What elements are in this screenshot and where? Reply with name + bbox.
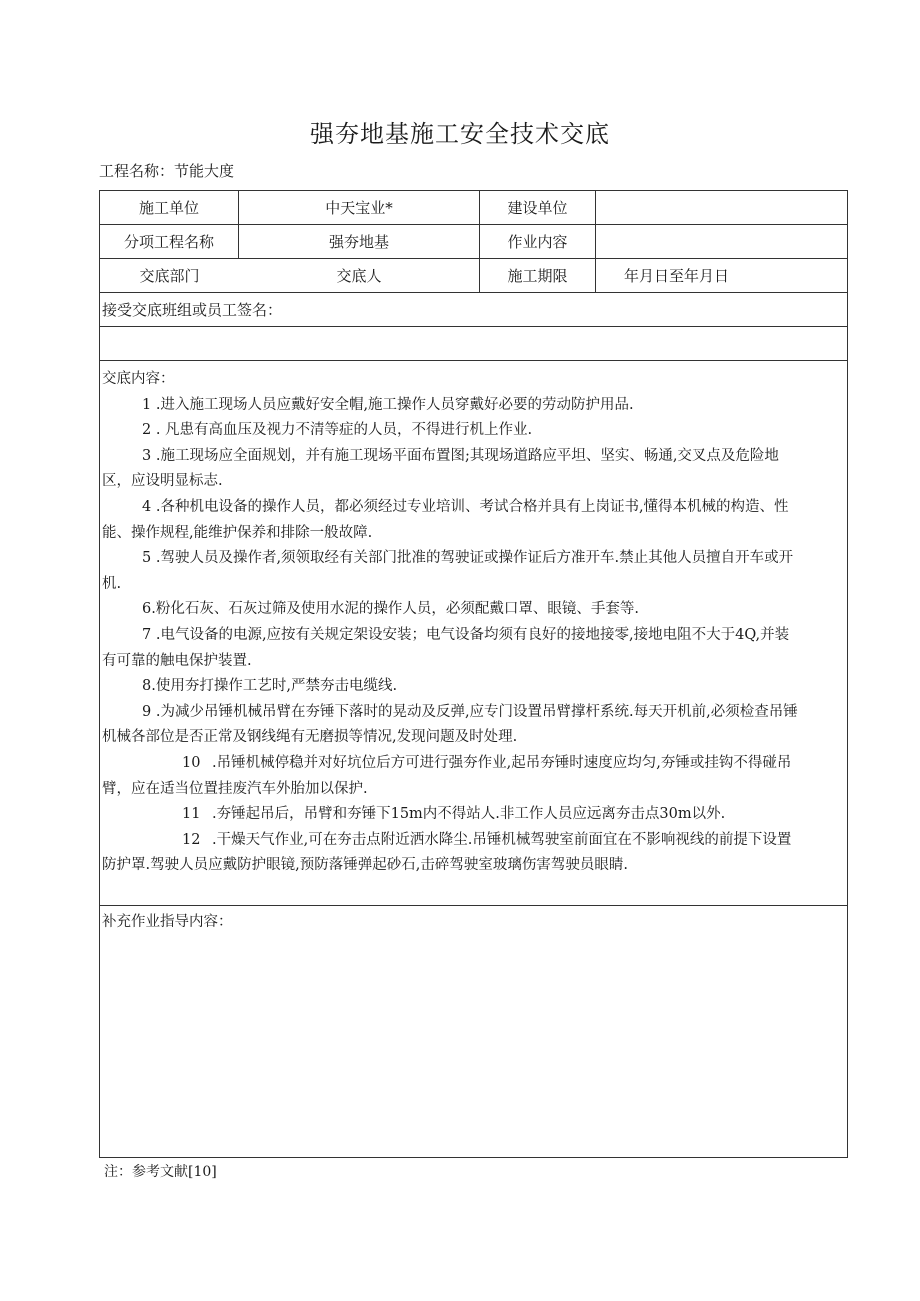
work-content-label: 作业内容 xyxy=(480,225,596,258)
table-row xyxy=(100,225,847,259)
construction-unit-label: 施工单位 xyxy=(100,191,239,224)
content-item-1: 1 .进入施工现场人员应戴好安全帽,施工操作人员穿戴好必要的劳动防护用品. xyxy=(142,396,634,413)
table-row xyxy=(100,259,847,293)
document-title: 强夯地基施工安全技术交底 xyxy=(310,120,610,148)
content-item-4-cont: 能、操作规程,能维护保养和排除一般故障. xyxy=(102,524,373,541)
content-item-5: 5 .驾驶人员及操作者,须领取经有关部门批准的驾驶证或操作证后方准开车.禁止其他人员擅自开车或开 xyxy=(142,550,794,567)
project-label: 工程名称： xyxy=(99,162,175,180)
item-number: 10 xyxy=(182,754,201,771)
content-item-5-cont: 机. xyxy=(102,575,122,592)
content-item-12-cont: 防护罩.驾驶人员应戴防护眼镜,预防落锤弹起砂石,击碎驾驶室玻璃伤害驾驶员眼睛. xyxy=(102,857,628,874)
content-item-10 xyxy=(100,751,847,777)
content-item-3-cont: 区，应设明显标志. xyxy=(102,473,223,490)
supplement-label: 补充作业指导内容： xyxy=(102,914,233,930)
supplement-section xyxy=(100,906,847,1157)
content-body xyxy=(100,367,847,879)
item-number: 12 xyxy=(182,831,201,848)
content-item-2: 2 . 凡患有高血压及视力不清等症的人员，不得进行机上作业. xyxy=(142,422,533,439)
project-value: 节能大度 xyxy=(174,162,235,180)
period-value: 年月日至年月日 xyxy=(624,267,730,285)
content-item-4: 4 .各种机电设备的操作人员，都必须经过专业培训、考试合格并具有上岗证书,懂得本机械的构造、性 xyxy=(142,498,789,515)
content-label: 交底内容： xyxy=(102,371,175,387)
period-label: 施工期限 xyxy=(480,259,596,292)
sub-project-label: 分项工程名称 xyxy=(100,225,239,258)
content-item-9-cont: 机械各部位是否正常及钢线绳有无磨损等情况,发现问题及时处理. xyxy=(102,729,518,746)
department-label: 交底部门 xyxy=(139,267,200,285)
item-number: 11 xyxy=(182,806,201,823)
sub-project-value: 强夯地基 xyxy=(239,225,480,258)
owner-unit-value xyxy=(596,191,847,224)
content-item-9: 9 .为减少吊锤机械吊臂在夯锤下落时的晃动及反弹,应专门设置吊臂撑杆系统.每天开机前,必须检查吊锤 xyxy=(142,703,798,720)
content-item-11 xyxy=(100,802,847,828)
content-item-3: 3 .施工现场应全面规划，并有施工现场平面布置图;其现场道路应平坦、坚实、畅通,交叉点及危险地 xyxy=(142,447,779,464)
item-text: .夯锤起吊后，吊臂和夯锤下15m内不得站人.非工作人员应远离夯击点30m以外. xyxy=(212,806,726,823)
content-item-12 xyxy=(100,828,847,854)
content-item-7-cont: 有可靠的触电保护装置. xyxy=(102,652,252,669)
signature-blank-row xyxy=(100,327,847,361)
signature-row xyxy=(100,293,847,327)
reference-note: 注：参考文献[10] xyxy=(104,1164,217,1180)
content-section xyxy=(100,361,847,906)
work-content-value xyxy=(596,225,847,258)
table-row xyxy=(100,191,847,225)
content-item-6: 6.粉化石灰、石灰过筛及使用水泥的操作人员，必须配戴口罩、眼镜、手套等. xyxy=(142,601,639,618)
item-text: .干燥天气作业,可在夯击点附近洒水降尘.吊锤机械驾驶室前面宜在不影响视线的前提下设置 xyxy=(212,831,792,848)
content-item-8: 8.使用夯打操作工艺时,严禁夯击电缆线. xyxy=(142,678,398,695)
project-name xyxy=(99,160,234,181)
disclosure-table xyxy=(99,190,848,1158)
content-item-10-cont: 臂，应在适当位置挂废汽车外胎加以保护. xyxy=(102,780,368,797)
construction-unit-value: 中天宝业* xyxy=(239,191,480,224)
content-item-7: 7 .电气设备的电源,应按有关规定架设安装；电气设备均须有良好的接地接零,接地电阻不大于4Q,并装 xyxy=(142,626,790,643)
owner-unit-label: 建设单位 xyxy=(480,191,596,224)
discloser-label: 交底人 xyxy=(239,259,480,292)
item-text: .吊锤机械停稳并对好坑位后方可进行强夯作业,起吊夯锤时速度应均匀,夯锤或挂钩不得碰吊 xyxy=(212,754,792,771)
signature-label: 接受交底班组或员工签名： xyxy=(102,301,283,319)
